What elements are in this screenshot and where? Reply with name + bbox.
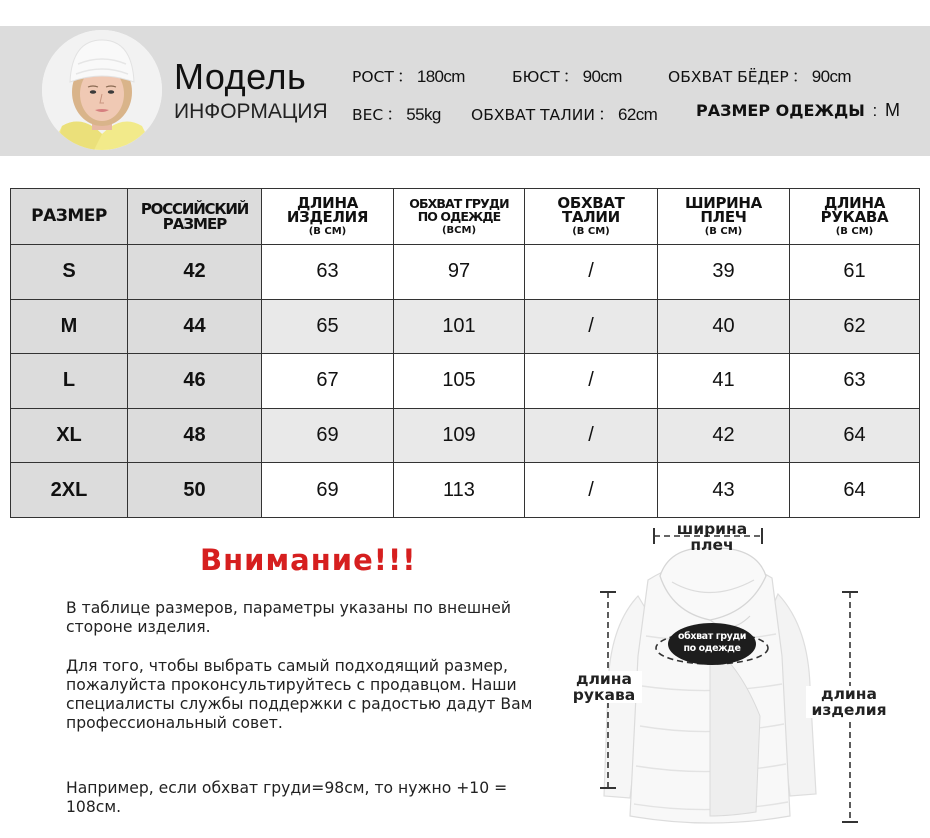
stat-bust-value: 90cm: [582, 67, 622, 86]
size-table: [10, 188, 920, 518]
cell-length: 63: [262, 245, 394, 300]
header-russian-size-line1: РОССИЙСКИЙ: [140, 199, 249, 218]
stat-bust-label: БЮСТ: [512, 68, 560, 86]
cell-russian-size: 46: [128, 354, 262, 409]
stat-clothing-size-label: РАЗМЕР ОДЕЖДЫ: [696, 101, 865, 120]
table-row: [11, 245, 920, 300]
stat-separator: ：: [598, 105, 615, 124]
header-sleeve-unit: (В СМ): [835, 226, 874, 237]
note-paragraph: Например, если обхват груди=98см, то нужно +10 = 108см.: [66, 779, 508, 816]
header-chest-unit: (ВСМ): [441, 225, 477, 236]
model-title: Модель: [174, 56, 307, 97]
stat-hips-label: ОБХВАТ БЁДЕР: [668, 68, 789, 86]
stat-height-value: 180cm: [416, 67, 465, 86]
cell-size: XL: [11, 408, 128, 463]
stat-separator: ：: [791, 67, 809, 86]
model-avatar: [42, 30, 162, 150]
diagram-label-sleeve-line1: длина: [576, 670, 632, 688]
cell-chest: 101: [394, 299, 525, 354]
cell-chest: 105: [394, 354, 525, 409]
model-portrait-icon: [42, 30, 162, 150]
diagram-label-shoulders-line1: ширина: [676, 520, 748, 538]
diagram-label-sleeve: [566, 671, 642, 703]
diagram-label-shoulders-line2: плеч: [690, 536, 734, 554]
cell-russian-size: 44: [128, 299, 262, 354]
model-subtitle: ИНФОРМАЦИЯ: [174, 100, 328, 123]
note-paragraph: В таблице размеров, параметры указаны по внешней стороне изделия.: [66, 599, 512, 636]
stat-height-label: РОСТ: [352, 68, 394, 86]
cell-sleeve: 61: [790, 245, 920, 300]
cell-russian-size: 50: [128, 463, 262, 518]
header-shoulders: [658, 189, 790, 245]
cell-shoulders: 41: [658, 354, 790, 409]
cell-waist: /: [525, 354, 658, 409]
cell-shoulders: 43: [658, 463, 790, 518]
cell-length: 69: [262, 408, 394, 463]
header-length: [262, 189, 394, 245]
header-waist: [525, 189, 658, 245]
header-chest-line1: ОБХВАТ ГРУДИ: [409, 196, 509, 211]
cell-sleeve: 63: [790, 354, 920, 409]
cell-size: L: [11, 354, 128, 409]
stat-bust: [512, 62, 622, 87]
header-russian-size: [128, 189, 262, 245]
stat-separator: ：: [396, 67, 414, 86]
cell-sleeve: 62: [790, 299, 920, 354]
header-length-line1: ДЛИНА: [296, 194, 359, 212]
stat-separator: ：: [562, 67, 580, 86]
cell-shoulders: 42: [658, 408, 790, 463]
header-waist-line2: ТАЛИИ: [562, 208, 620, 226]
stat-hips: [668, 62, 851, 87]
cell-length: 69: [262, 463, 394, 518]
cell-sleeve: 64: [790, 463, 920, 518]
cell-russian-size: 48: [128, 408, 262, 463]
table-row: [11, 408, 920, 463]
header-size: РАЗМЕР: [11, 189, 128, 245]
header-chest-line2: ПО ОДЕЖДЕ: [417, 209, 501, 224]
cell-length: 67: [262, 354, 394, 409]
stat-separator-spaced: :: [867, 101, 882, 120]
stat-separator: ：: [386, 105, 404, 124]
cell-sleeve: 64: [790, 408, 920, 463]
table-row: [11, 299, 920, 354]
header-sleeve: [790, 189, 920, 245]
cell-chest: 113: [394, 463, 525, 518]
diagram-label-length: [806, 686, 892, 718]
diagram-label-length-line2: изделия: [811, 701, 887, 719]
stat-waist-value: 62cm: [618, 105, 658, 124]
attention-heading: Внимание!!!: [200, 543, 417, 577]
stat-clothing-size-value: M: [885, 100, 900, 120]
header-length-unit: (В СМ): [308, 226, 347, 237]
table-row: [11, 463, 920, 518]
cell-waist: /: [525, 463, 658, 518]
header-waist-line1: ОБХВАТ: [557, 194, 625, 212]
diagram-label-sleeve-line2: рукава: [572, 686, 636, 704]
cell-chest: 109: [394, 408, 525, 463]
cell-length: 65: [262, 299, 394, 354]
cell-waist: /: [525, 299, 658, 354]
cell-size: S: [11, 245, 128, 300]
header-waist-unit: (В СМ): [572, 226, 610, 237]
stat-waist-label: ОБХВАТ ТАЛИИ: [471, 106, 595, 124]
header-sleeve-line1: ДЛИНА: [823, 194, 886, 212]
cell-shoulders: 39: [658, 245, 790, 300]
stat-weight: [352, 100, 441, 125]
cell-size: M: [11, 299, 128, 354]
cell-shoulders: 40: [658, 299, 790, 354]
cell-waist: /: [525, 408, 658, 463]
header-shoulders-line2: ПЛЕЧ: [700, 208, 747, 226]
header-russian-size-line2: РАЗМЕР: [162, 214, 227, 233]
header-length-line2: ИЗДЕЛИЯ: [286, 208, 369, 226]
cell-size: 2XL: [11, 463, 128, 518]
cell-russian-size: 42: [128, 245, 262, 300]
cell-waist: /: [525, 245, 658, 300]
diagram-label-length-line1: длина: [821, 685, 877, 703]
diagram-label-chest-line2: по одежде: [683, 643, 741, 654]
diagram-label-chest: [668, 623, 756, 665]
stat-hips-value: 90cm: [811, 67, 851, 86]
stat-weight-label: ВЕС: [352, 106, 384, 124]
header-shoulders-line1: ШИРИНА: [685, 194, 762, 212]
model-info-banner: [0, 26, 930, 156]
table-header-row: [11, 189, 920, 245]
header-chest: [394, 189, 525, 245]
header-shoulders-unit: (В СМ): [704, 226, 743, 237]
stat-weight-value: 55kg: [406, 105, 441, 124]
diagram-label-chest-line1: обхват груди: [677, 631, 746, 642]
cell-chest: 97: [394, 245, 525, 300]
header-sleeve-line2: РУКАВА: [820, 208, 889, 226]
stat-clothing-size: [696, 100, 899, 121]
table-row: [11, 354, 920, 409]
stat-waist: [471, 100, 657, 125]
stat-height: [352, 62, 465, 87]
diagram-label-shoulders: [664, 521, 760, 553]
note-paragraph: Для того, чтобы выбрать самый подходящий размер, пожалуйста проконсультируйтесь с продавцом. Наши специалисты службы поддержки с радостью дадут Вам профессиональный совет.: [66, 657, 533, 732]
